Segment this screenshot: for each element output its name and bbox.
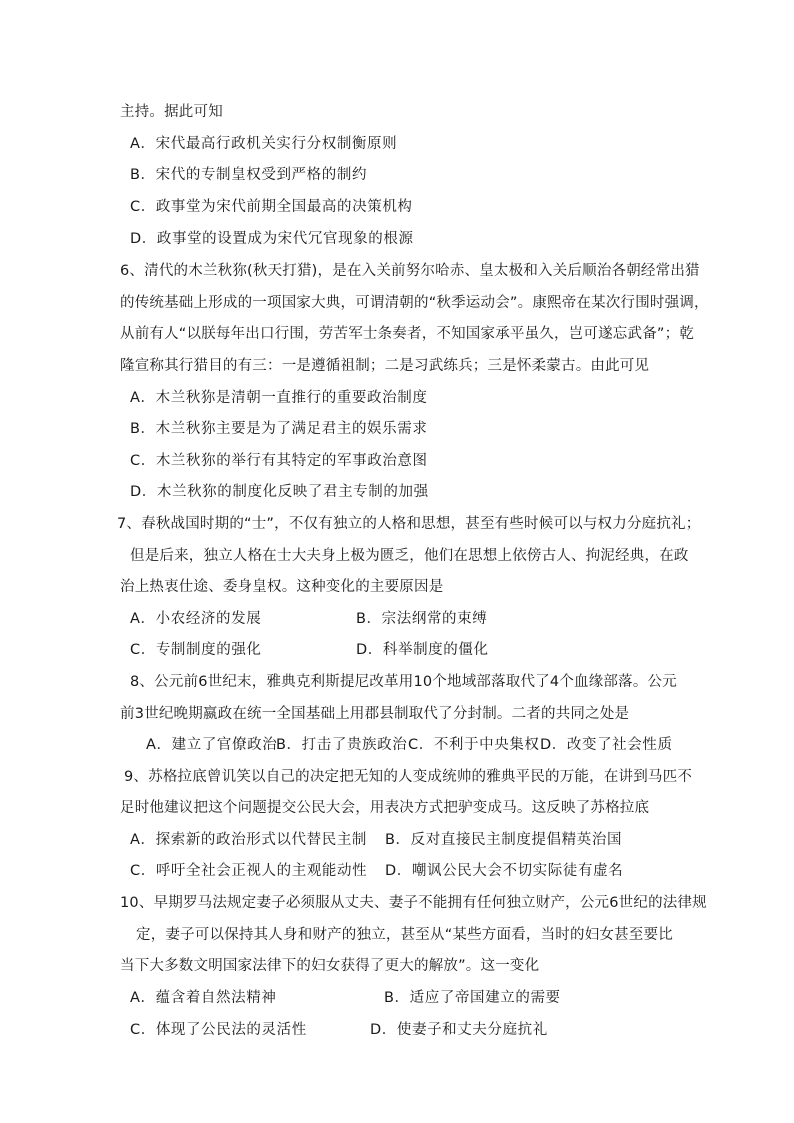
question-7-option-d: D．科举制度的僵化	[356, 642, 489, 658]
question-6-option-b: B．木兰秋狝主要是为了满足君主的娱乐需求	[130, 421, 428, 437]
question-6-option-a: A．木兰秋狝是清朝一直推行的重要政治制度	[130, 390, 428, 406]
question-10-stem-line: 定，妻子可以保持其人身和财产的独立，甚至从“某些方面看，当时的妇女甚至要比	[136, 927, 673, 943]
question-8-option-b: B．打击了贵族政治	[276, 737, 408, 753]
question-8-option-a: A．建立了官僚政治	[146, 737, 278, 753]
question-8-stem-line: 8、公元前6世纪末，雅典克利斯提尼改革用10个地域部落取代了4个血缘部落。公元	[130, 674, 677, 690]
question-10-option-c: C．体现了公民法的灵活性	[130, 1022, 307, 1038]
question-7-option-a: A．小农经济的发展	[130, 611, 262, 627]
question-10-option-b: B．适应了帝国建立的需要	[384, 990, 561, 1006]
question-6-stem-line: 从前有人“以朕每年出口行围，劳苦军士条奏者，不知国家承平虽久，岂可遂忘武备”；乾	[120, 326, 695, 342]
question-9-option-c: C．呼吁全社会正视人的主观能动性	[130, 863, 368, 879]
question-9-option-d: D．嘲讽公民大会不切实际徒有虚名	[385, 863, 624, 879]
question-7-stem-line: 7、春秋战国时期的“士”，不仅有独立的人格和思想，甚至有些时候可以与权力分庭抗礼；	[117, 516, 701, 532]
question-5-stem-tail: 主持。据此可知	[120, 104, 223, 120]
question-6-stem-line: 的传统基础上形成的一项国家大典，可谓清朝的“秋季运动会”。康熙帝在某次行围时强调，	[120, 295, 709, 311]
question-10-option-d: D．使妻子和丈夫分庭抗礼	[370, 1022, 548, 1038]
question-7-option-b: B．宗法纲常的束缚	[356, 611, 488, 627]
question-6-option-d: D．木兰秋狝的制度化反映了君主专制的加强	[130, 484, 429, 500]
question-8-option-d: D．改变了社会性质	[540, 737, 673, 753]
question-6-stem-line: 6、清代的木兰秋狝(秋天打猎)，是在入关前努尔哈赤、皇太极和入关后顺治各朝经常出猎	[120, 263, 700, 279]
question-5-option-b: B．宋代的专制皇权受到严格的制约	[130, 167, 368, 183]
question-9-stem-line: 足时他建议把这个问题提交公民大会，用表决方式把驴变成马。这反映了苏格拉底	[120, 800, 650, 816]
question-9-option-b: B．反对直接民主制度提倡精英治国	[385, 832, 623, 848]
question-5-option-d: D．政事堂的设置成为宋代冗官现象的根源	[130, 231, 414, 247]
question-5-option-a: A．宋代最高行政机关实行分权制衡原则	[130, 136, 398, 152]
question-7-option-c: C．专制制度的强化	[130, 642, 262, 658]
question-10-option-a: A．蕴含着自然法精神	[130, 990, 277, 1006]
question-8-option-c: C．不利于中央集权	[408, 737, 540, 753]
question-10-stem-line: 当下大多数文明国家法律下的妇女获得了更大的解放”。这一变化	[120, 958, 540, 974]
question-8-stem-line: 前3世纪晚期嬴政在统一全国基础上用郡县制取代了分封制。二者的共同之处是	[120, 706, 630, 722]
question-6-stem-line: 隆宣称其行猎目的有三：一是遵循祖制；二是习武练兵；三是怀柔蒙古。由此可见	[120, 358, 650, 374]
question-7-stem-line: 治上热衷仕途、委身皇权。这种变化的主要原因是	[120, 579, 444, 595]
question-10-stem-line: 10、早期罗马法规定妻子必须服从丈夫、妻子不能拥有任何独立财产，公元6世纪的法律规	[120, 895, 707, 911]
question-9-option-a: A．探索新的政治形式以代替民主制	[130, 832, 368, 848]
question-6-option-c: C．木兰秋狝的举行有其特定的军事政治意图	[130, 453, 428, 469]
question-7-stem-line: 但是后来，独立人格在士大夫身上极为匮乏，他们在思想上依傍古人、拘泥经典，在政	[130, 548, 689, 564]
question-5-option-c: C．政事堂为宋代前期全国最高的决策机构	[130, 199, 413, 215]
question-9-stem-line: 9、苏格拉底曾讥笑以自己的决定把无知的人变成统帅的雅典平民的万能，在讲到马匹不	[124, 769, 693, 785]
